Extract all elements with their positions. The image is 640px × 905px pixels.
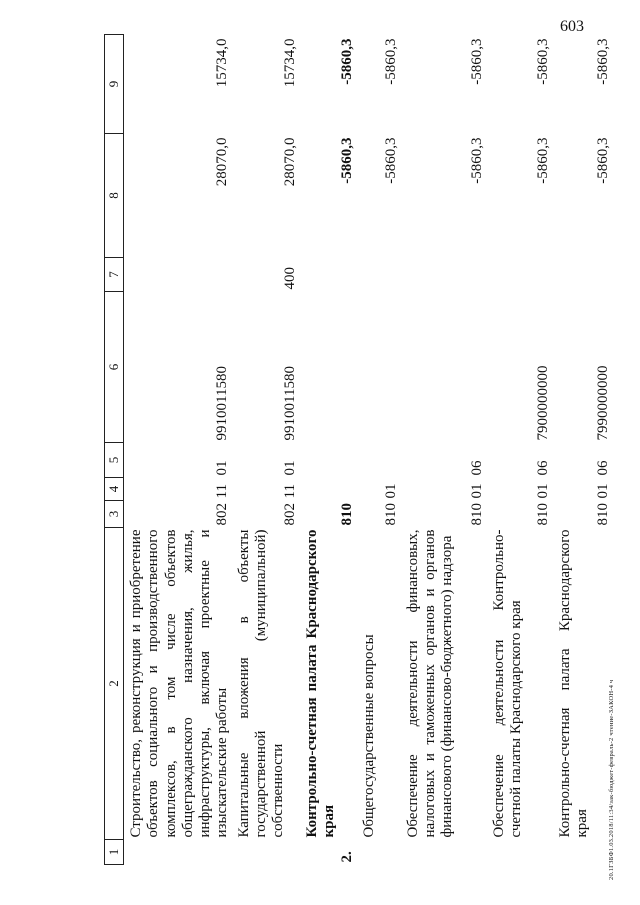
cell-csr	[357, 292, 401, 443]
column-header: 4	[105, 478, 124, 501]
cell-amount-2: -5860,3	[339, 38, 356, 85]
cell-amount-1: -5860,3	[339, 137, 356, 184]
row-description: Общегосударственные вопросы	[360, 634, 377, 838]
cell-ved: 810	[339, 503, 356, 526]
cell-pr: 06	[469, 460, 486, 476]
cell-vr	[401, 258, 487, 292]
row-description: Обеспечение деятельности финансовых, налоговых и таможенных органов и органов финансового (финансово-бюджетного) надзора	[404, 529, 455, 838]
row-number	[124, 840, 232, 865]
table-row	[553, 35, 613, 865]
table-row	[487, 35, 553, 865]
cell-amount-2: 15734,0	[282, 38, 299, 88]
row-number	[401, 840, 487, 865]
row-description: Контрольно-счетная палата Краснодарского края	[303, 529, 337, 838]
row-number: 2.	[339, 851, 356, 863]
column-header: 3	[105, 501, 124, 528]
cell-amount-1: 28070,0	[282, 137, 299, 187]
cell-vr	[124, 258, 232, 292]
cell-rz: 01	[595, 483, 612, 499]
cell-rz: 01	[469, 483, 486, 499]
column-header: 8	[105, 134, 124, 258]
column-header: 1	[105, 840, 124, 865]
cell-ved: 810	[595, 503, 612, 526]
table-row	[401, 35, 487, 865]
cell-vr	[553, 258, 613, 292]
row-description: Обеспечение деятельности Контрольно-счетной палаты Краснодарского края	[490, 529, 524, 838]
cell-pr: 06	[595, 460, 612, 476]
cell-vr	[487, 258, 553, 292]
cell-csr	[300, 292, 357, 443]
cell-amount-2: -5860,3	[383, 38, 400, 85]
cell-amount-1: -5860,3	[383, 137, 400, 184]
cell-amount-1: -5860,3	[469, 137, 486, 184]
row-description: Строительство, реконструкция и приобретение объектов социального и производственного комплексов, в том числе объектов общегражданского назначения, жилья, инфраструктуры, включая проектные и изыскательские работы	[128, 529, 231, 838]
cell-vr	[300, 258, 357, 292]
cell-rz: 01	[535, 483, 552, 499]
cell-amount-1: 28070,0	[214, 137, 231, 187]
cell-amount-1: -5860,3	[595, 137, 612, 184]
cell-pr	[300, 443, 357, 478]
table-row	[232, 35, 300, 865]
row-description: Капитальные вложения в объекты государственной (муниципальной) собственности	[235, 529, 286, 838]
cell-amount-2: -5860,3	[535, 38, 552, 85]
cell-ved: 802	[214, 503, 231, 526]
cell-pr: 01	[282, 460, 299, 476]
column-header: 5	[105, 443, 124, 478]
cell-amount-2: 15734,0	[214, 38, 231, 88]
row-number	[553, 840, 613, 865]
cell-amount-2: -5860,3	[595, 38, 612, 85]
cell-rz: 11	[282, 484, 299, 499]
cell-amount-1: -5860,3	[535, 137, 552, 184]
row-number	[357, 840, 401, 865]
row-description: Контрольно-счетная палата Краснодарского края	[556, 529, 590, 838]
cell-rz: 01	[383, 483, 400, 499]
cell-vr: 400	[282, 267, 299, 290]
budget-table	[104, 34, 613, 865]
column-header: 9	[105, 35, 124, 134]
cell-ved: 810	[469, 503, 486, 526]
cell-rz: 11	[214, 484, 231, 499]
table-row	[300, 35, 357, 865]
cell-csr: 9910011580	[214, 366, 231, 441]
page-number: 603	[560, 18, 584, 35]
cell-pr: 06	[535, 460, 552, 476]
row-number	[487, 840, 553, 865]
cell-pr: 01	[214, 460, 231, 476]
cell-ved: 802	[282, 503, 299, 526]
cell-ved: 810	[535, 503, 552, 526]
table-row	[357, 35, 401, 865]
cell-pr	[357, 443, 401, 478]
cell-rz	[300, 478, 357, 501]
column-header: 6	[105, 292, 124, 443]
cell-ved: 810	[383, 503, 400, 526]
column-header: 7	[105, 258, 124, 292]
cell-csr: 7900000000	[535, 365, 552, 441]
cell-csr	[401, 292, 487, 443]
table-row	[124, 35, 232, 865]
cell-vr	[357, 258, 401, 292]
cell-amount-2: -5860,3	[469, 38, 486, 85]
cell-csr: 9910011580	[282, 366, 299, 441]
footer-note: 20.1ГЗБФ1.03.2018/11:34/зак-бюджет-февраль-2 чтение-ЗАКОН-4 ч	[608, 679, 615, 880]
cell-csr: 7990000000	[595, 365, 612, 441]
header-row	[105, 35, 124, 865]
row-number	[232, 840, 300, 865]
column-header: 2	[105, 528, 124, 840]
